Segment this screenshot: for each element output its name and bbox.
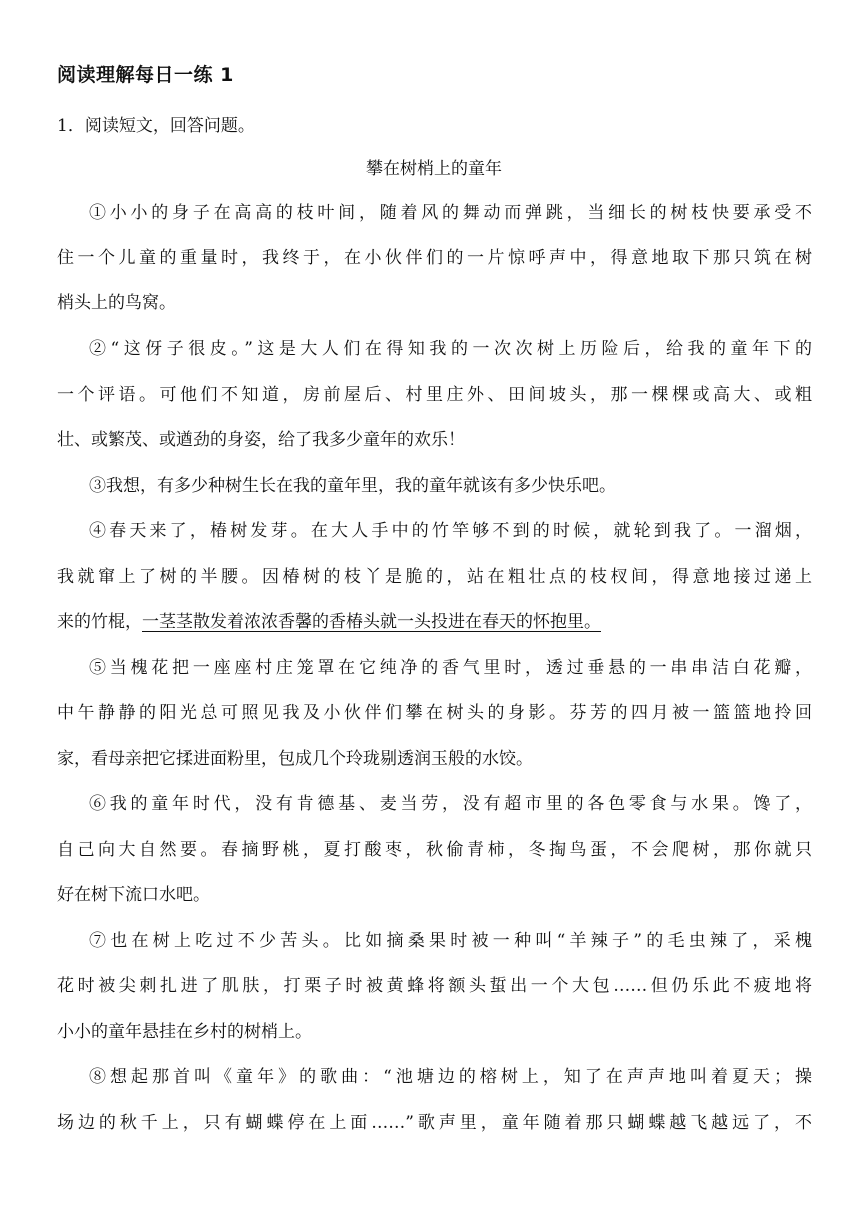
paragraph-7-line-2: 花时被尖刺扎进了肌肤，打栗子时被黄蜂将额头蜇出一个大包……但仍乐此不疲地将	[57, 976, 812, 996]
paragraph-6-line-2: 自己向大自然要。春摘野桃，夏打酸枣，秋偷青柿，冬掏鸟蛋，不会爬树，那你就只	[57, 840, 812, 860]
paragraph-7-line-3: 小小的童年悬挂在乡村的树梢上。	[57, 1022, 312, 1042]
article-title: 攀在树梢上的童年	[366, 159, 502, 179]
paragraph-1-line-2: 住一个儿童的重量时，我终于，在小伙伴们的一片惊呼声中，得意地取下那只筑在树	[57, 248, 812, 268]
paragraph-8-line-2: 场边的秋千上，只有蝴蝶停在上面……”歌声里，童年随着那只蝴蝶越飞越远了，不	[57, 1113, 812, 1133]
paragraph-5-line-3: 家，看母亲把它揉进面粉里，包成几个玲珑剔透润玉般的水饺。	[57, 749, 533, 769]
underlined-sentence: 一茎茎散发着浓浓香馨的香椿头就一头投进在春天的怀抱里。	[142, 612, 601, 632]
paragraph-4-line-3	[57, 610, 812, 634]
paragraph-7-line-1: ⑦也在树上吃过不少苦头。比如摘桑果时被一种叫“羊辣子”的毛虫辣了，采槐	[89, 931, 812, 951]
paragraph-6-line-1: ⑥我的童年时代，没有肯德基、麦当劳，没有超市里的各色零食与水果。馋了，	[89, 794, 812, 814]
paragraph-1-line-1: ①小小的身子在高高的枝叶间，随着风的舞动而弹跳，当细长的树枝快要承受不	[89, 203, 812, 223]
paragraph-2-line-3: 壮、或繁茂、或遒劲的身姿，给了我多少童年的欢乐！	[57, 430, 465, 450]
line-prefix: 来的竹棍，	[57, 612, 142, 632]
paragraph-2-line-1: ②“这伢子很皮。”这是大人们在得知我的一次次树上历险后，给我的童年下的	[89, 339, 812, 359]
paragraph-4-line-1: ④春天来了，椿树发芽。在大人手中的竹竿够不到的时候，就轮到我了。一溜烟，	[89, 521, 812, 541]
paragraph-4-line-2: 我就窜上了树的半腰。因椿树的枝丫是脆的，站在粗壮点的枝杈间，得意地接过递上	[57, 567, 812, 587]
paragraph-1-line-3: 梢头上的鸟窝。	[57, 293, 176, 313]
paragraph-6-line-3: 好在树下流口水吧。	[57, 885, 210, 905]
question-prompt: 1．阅读短文，回答问题。	[57, 116, 255, 136]
paragraph-8-line-1: ⑧想起那首叫《童年》的歌曲：“池塘边的榕树上，知了在声声地叫着夏天；操	[89, 1067, 812, 1087]
page-title: 阅读理解每日一练 1	[57, 64, 234, 86]
paragraph-5-line-2: 中午静静的阳光总可照见我及小伙伴们攀在树头的身影。芬芳的四月被一篮篮地拎回	[57, 703, 812, 723]
paragraph-3-line-1: ③我想，有多少种树生长在我的童年里，我的童年就该有多少快乐吧。	[89, 476, 616, 496]
paragraph-2-line-2: 一个评语。可他们不知道，房前屋后、村里庄外、田间坡头，那一棵棵或高大、或粗	[57, 385, 812, 405]
paragraph-5-line-1: ⑤当槐花把一座座村庄笼罩在它纯净的香气里时，透过垂悬的一串串洁白花瓣，	[89, 658, 812, 678]
